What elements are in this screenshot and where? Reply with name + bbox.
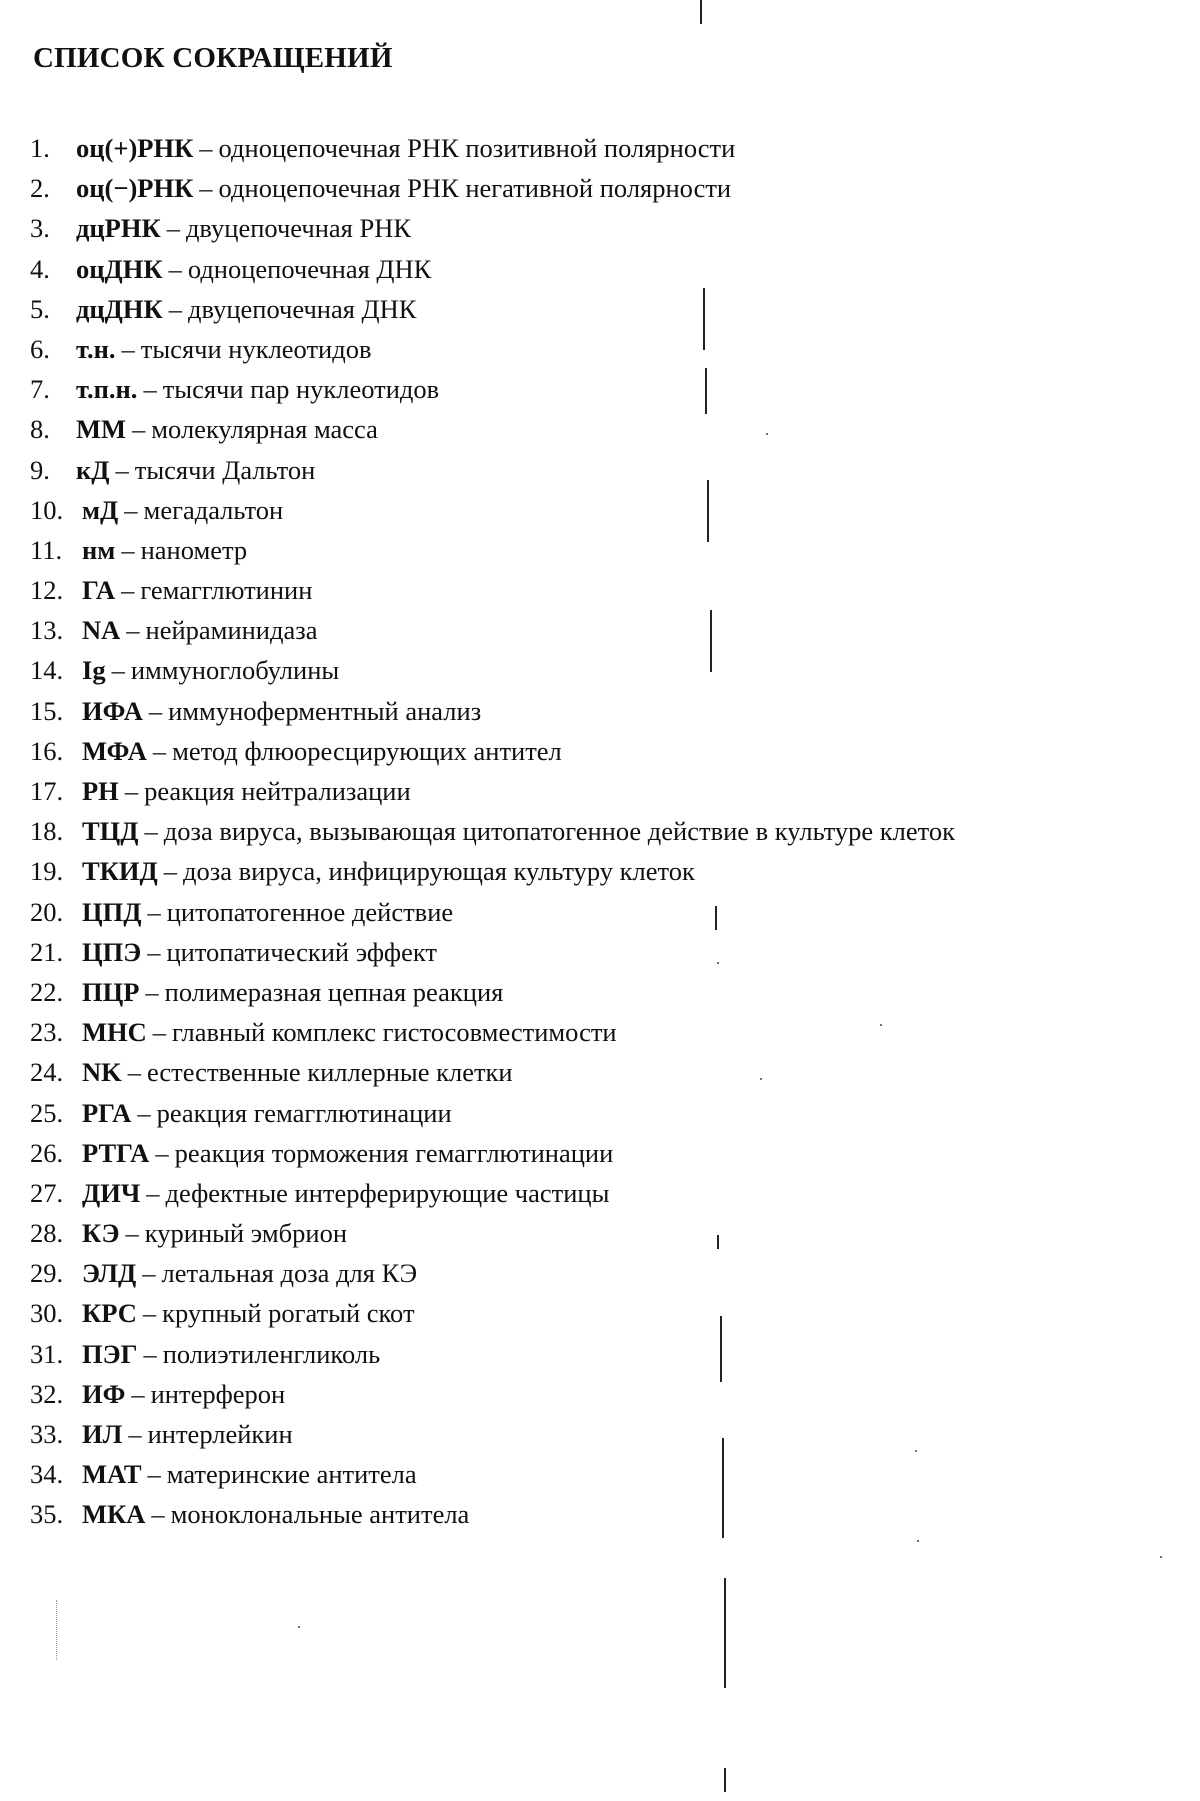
item-definition: молекулярная масса <box>151 414 378 445</box>
item-dash: – <box>111 655 125 686</box>
list-item <box>30 128 955 168</box>
item-number: 26. <box>30 1137 64 1168</box>
item-definition: интерлейкин <box>147 1419 293 1449</box>
item-dash: – <box>143 374 157 405</box>
list-item <box>30 1293 955 1333</box>
list-item <box>30 1253 955 1293</box>
list-item <box>30 369 955 409</box>
item-dash: – <box>126 615 140 646</box>
list-item <box>30 731 955 771</box>
item-abbreviation: ПЦР <box>82 976 140 1007</box>
item-number: 25. <box>30 1097 64 1128</box>
item-abbreviation: МАТ <box>82 1459 142 1490</box>
item-number: 27. <box>30 1177 64 1208</box>
list-item <box>30 249 955 289</box>
item-definition: крупный рогатый скот <box>162 1298 415 1329</box>
item-dash: – <box>147 1459 161 1490</box>
list-item <box>30 1093 955 1133</box>
list-item <box>30 329 955 369</box>
item-dash: – <box>148 695 163 726</box>
item-abbreviation: оц(−)РНК <box>76 173 194 204</box>
item-definition: реакция нейтрализации <box>144 776 411 806</box>
item-dash: – <box>152 735 167 766</box>
list-item <box>30 490 955 530</box>
scan-artifact-line <box>724 1578 726 1688</box>
item-dash: – <box>127 1057 141 1088</box>
item-abbreviation: ИЛ <box>82 1419 123 1449</box>
list-item <box>30 932 955 972</box>
item-dash: – <box>124 776 139 806</box>
item-dash: – <box>128 1419 142 1449</box>
item-number: 6. <box>30 333 50 364</box>
item-definition: иммуноглобулины <box>130 655 340 686</box>
item-definition: интерферон <box>150 1378 286 1409</box>
item-dash: – <box>121 575 135 606</box>
item-dash: – <box>131 1378 145 1409</box>
item-definition: летальная доза для КЭ <box>161 1258 418 1289</box>
scan-artifact-line <box>720 1316 722 1382</box>
list-item <box>30 208 955 248</box>
item-definition: полимеразная цепная реакция <box>164 976 504 1007</box>
item-abbreviation: ММ <box>76 414 127 445</box>
item-definition: двуцепочечная РНК <box>185 213 412 244</box>
item-number: 34. <box>30 1459 64 1490</box>
item-abbreviation: Ig <box>82 655 106 686</box>
item-definition: полиэтиленгликоль <box>162 1338 381 1369</box>
item-definition: метод флюоресцирующих антител <box>172 735 562 766</box>
list-item <box>30 650 955 690</box>
item-number: 16. <box>30 735 64 766</box>
list-item <box>30 1052 955 1092</box>
item-abbreviation: ТКИД <box>82 856 158 887</box>
item-dash: – <box>168 253 182 284</box>
item-number: 18. <box>30 816 64 847</box>
item-definition: цитопатогенное действие <box>166 896 454 927</box>
item-abbreviation: РН <box>82 776 119 806</box>
item-definition: нанометр <box>140 534 248 565</box>
item-abbreviation: ЭЛД <box>82 1258 137 1289</box>
item-number: 9. <box>30 454 50 485</box>
item-abbreviation: дцРНК <box>76 213 161 244</box>
item-number: 4. <box>30 253 50 284</box>
list-item <box>30 289 955 329</box>
scan-artifact-line <box>707 480 709 542</box>
item-number: 14. <box>30 655 64 686</box>
item-abbreviation: т.н. <box>76 333 116 364</box>
item-number: 20. <box>30 896 64 927</box>
item-number: 2. <box>30 173 50 204</box>
scan-artifact-line <box>715 906 717 930</box>
item-number: 10. <box>30 494 64 525</box>
item-dash: – <box>132 414 146 445</box>
item-number: 21. <box>30 936 64 967</box>
item-number: 23. <box>30 1017 64 1048</box>
item-definition: мегадальтон <box>143 494 284 525</box>
page-title: СПИСОК СОКРАЩЕНИЙ <box>33 42 393 74</box>
item-abbreviation: ЦПД <box>82 896 142 927</box>
item-dash: – <box>145 976 159 1007</box>
item-abbreviation: дцДНК <box>76 293 163 324</box>
list-item <box>30 1374 955 1414</box>
item-number: 28. <box>30 1218 64 1249</box>
item-number: 8. <box>30 414 50 445</box>
item-abbreviation: МФА <box>82 735 147 766</box>
item-abbreviation: мД <box>82 494 119 525</box>
item-definition: материнские антитела <box>166 1459 417 1490</box>
item-definition: нейраминидаза <box>145 615 318 646</box>
item-number: 19. <box>30 856 64 887</box>
item-dash: – <box>142 1298 157 1329</box>
item-number: 1. <box>30 133 50 163</box>
item-number: 5. <box>30 293 50 324</box>
list-item <box>30 530 955 570</box>
item-abbreviation: кД <box>76 454 110 485</box>
item-dash: – <box>199 173 213 204</box>
item-definition: одноцепочечная РНК позитивной полярности <box>218 133 736 163</box>
item-number: 13. <box>30 615 64 646</box>
item-abbreviation: NA <box>82 615 121 646</box>
item-abbreviation: NK <box>82 1057 122 1088</box>
list-item <box>30 570 955 610</box>
item-number: 3. <box>30 213 50 244</box>
item-abbreviation: оцДНК <box>76 253 163 284</box>
list-item <box>30 610 955 650</box>
item-number: 31. <box>30 1338 64 1369</box>
list-item <box>30 1012 955 1052</box>
item-abbreviation: КЭ <box>82 1218 120 1249</box>
item-dash: – <box>142 1258 156 1289</box>
item-definition: цитопатический эффект <box>166 936 437 967</box>
item-abbreviation: ИФ <box>82 1378 126 1409</box>
scan-artifact-dot <box>760 1078 762 1080</box>
item-number: 15. <box>30 695 64 726</box>
scan-artifact-line <box>705 368 707 414</box>
list-item <box>30 409 955 449</box>
item-number: 30. <box>30 1298 64 1329</box>
scan-artifact-line <box>724 1768 726 1792</box>
item-definition: иммуноферментный анализ <box>168 695 482 726</box>
item-definition: реакция гемагглютинации <box>156 1097 452 1128</box>
item-abbreviation: ТЦД <box>82 816 139 847</box>
item-definition: одноцепочечная РНК негативной полярности <box>218 173 732 204</box>
scan-artifact-line <box>700 0 702 24</box>
list-item <box>30 1454 955 1494</box>
list-item <box>30 1213 955 1253</box>
item-definition: куриный эмбрион <box>144 1218 347 1249</box>
item-abbreviation: РГА <box>82 1097 132 1128</box>
item-dash: – <box>199 133 213 163</box>
scan-artifact-dot <box>766 433 768 435</box>
item-definition: двуцепочечная ДНК <box>187 293 417 324</box>
item-definition: естественные киллерные клетки <box>147 1057 513 1088</box>
item-number: 7. <box>30 374 50 405</box>
item-dash: – <box>168 293 182 324</box>
item-abbreviation: КРС <box>82 1298 137 1329</box>
scan-artifact-dot <box>717 962 719 964</box>
item-abbreviation: т.п.н. <box>76 374 138 405</box>
item-dash: – <box>121 333 135 364</box>
item-abbreviation: МКА <box>82 1499 146 1530</box>
item-number: 33. <box>30 1419 64 1449</box>
list-item <box>30 811 955 851</box>
scan-artifact-dot <box>880 1024 882 1026</box>
item-dash: – <box>163 856 177 887</box>
item-definition: одноцепочечная ДНК <box>187 253 432 284</box>
scan-artifact-dot <box>298 1626 300 1628</box>
list-item <box>30 1334 955 1374</box>
scan-artifact-dot <box>915 1450 917 1452</box>
item-definition: главный комплекс гистосовместимости <box>172 1017 617 1048</box>
item-definition: доза вируса, вызывающая цитопатогенное действие в культуре клеток <box>163 816 956 847</box>
list-item <box>30 691 955 731</box>
item-number: 35. <box>30 1499 64 1530</box>
scan-artifact-dot <box>1160 1556 1162 1558</box>
scan-artifact-dot <box>917 1540 919 1542</box>
item-abbreviation: нм <box>82 534 116 565</box>
list-item <box>30 168 955 208</box>
item-abbreviation: ПЭГ <box>82 1338 138 1369</box>
item-abbreviation: ДИЧ <box>82 1177 141 1208</box>
item-dash: – <box>147 936 161 967</box>
item-definition: реакция торможения гемагглютинации <box>174 1137 614 1168</box>
item-definition: доза вируса, инфицирующая культуру клеток <box>183 856 695 887</box>
item-abbreviation: МНС <box>82 1017 147 1048</box>
list-item <box>30 450 955 490</box>
item-dash: – <box>115 454 129 485</box>
item-dash: – <box>166 213 180 244</box>
item-abbreviation: ГА <box>82 575 116 606</box>
item-number: 17. <box>30 776 64 806</box>
scan-artifact-line <box>722 1438 724 1538</box>
item-dash: – <box>124 494 138 525</box>
scan-artifact-line <box>703 288 705 350</box>
item-definition: тысячи нуклеотидов <box>140 333 372 364</box>
list-item <box>30 1494 955 1534</box>
item-dash: – <box>137 1097 151 1128</box>
list-item <box>30 771 955 811</box>
list-item <box>30 1173 955 1213</box>
scan-artifact-line <box>710 610 712 672</box>
item-number: 11. <box>30 534 63 565</box>
item-number: 29. <box>30 1258 64 1289</box>
list-item <box>30 851 955 891</box>
list-item <box>30 1414 955 1454</box>
item-dash: – <box>121 534 135 565</box>
list-item <box>30 1133 955 1173</box>
list-item <box>30 892 955 932</box>
item-number: 22. <box>30 976 64 1007</box>
item-dash: – <box>125 1218 139 1249</box>
item-dash: – <box>144 816 158 847</box>
item-dash: – <box>147 896 161 927</box>
item-abbreviation: оц(+)РНК <box>76 133 194 163</box>
list-item <box>30 972 955 1012</box>
item-definition: моноклональные антитела <box>170 1499 470 1530</box>
item-dash: – <box>151 1499 165 1530</box>
item-abbreviation: ИФА <box>82 695 143 726</box>
item-number: 12. <box>30 575 64 606</box>
item-dash: – <box>155 1137 169 1168</box>
item-dash: – <box>152 1017 167 1048</box>
item-number: 24. <box>30 1057 64 1088</box>
item-definition: тысячи пар нуклеотидов <box>162 374 440 405</box>
item-number: 32. <box>30 1378 64 1409</box>
abbreviation-list <box>30 128 955 1535</box>
item-dash: – <box>143 1338 157 1369</box>
item-abbreviation: РТГА <box>82 1137 150 1168</box>
item-abbreviation: ЦПЭ <box>82 936 142 967</box>
item-definition: дефектные интерферирующие частицы <box>165 1177 610 1208</box>
item-definition: тысячи Дальтон <box>134 454 316 485</box>
scan-artifact-line <box>717 1235 719 1249</box>
item-dash: – <box>146 1177 160 1208</box>
scan-artifact-speckle <box>56 1600 63 1660</box>
item-definition: гемагглютинин <box>140 575 313 606</box>
